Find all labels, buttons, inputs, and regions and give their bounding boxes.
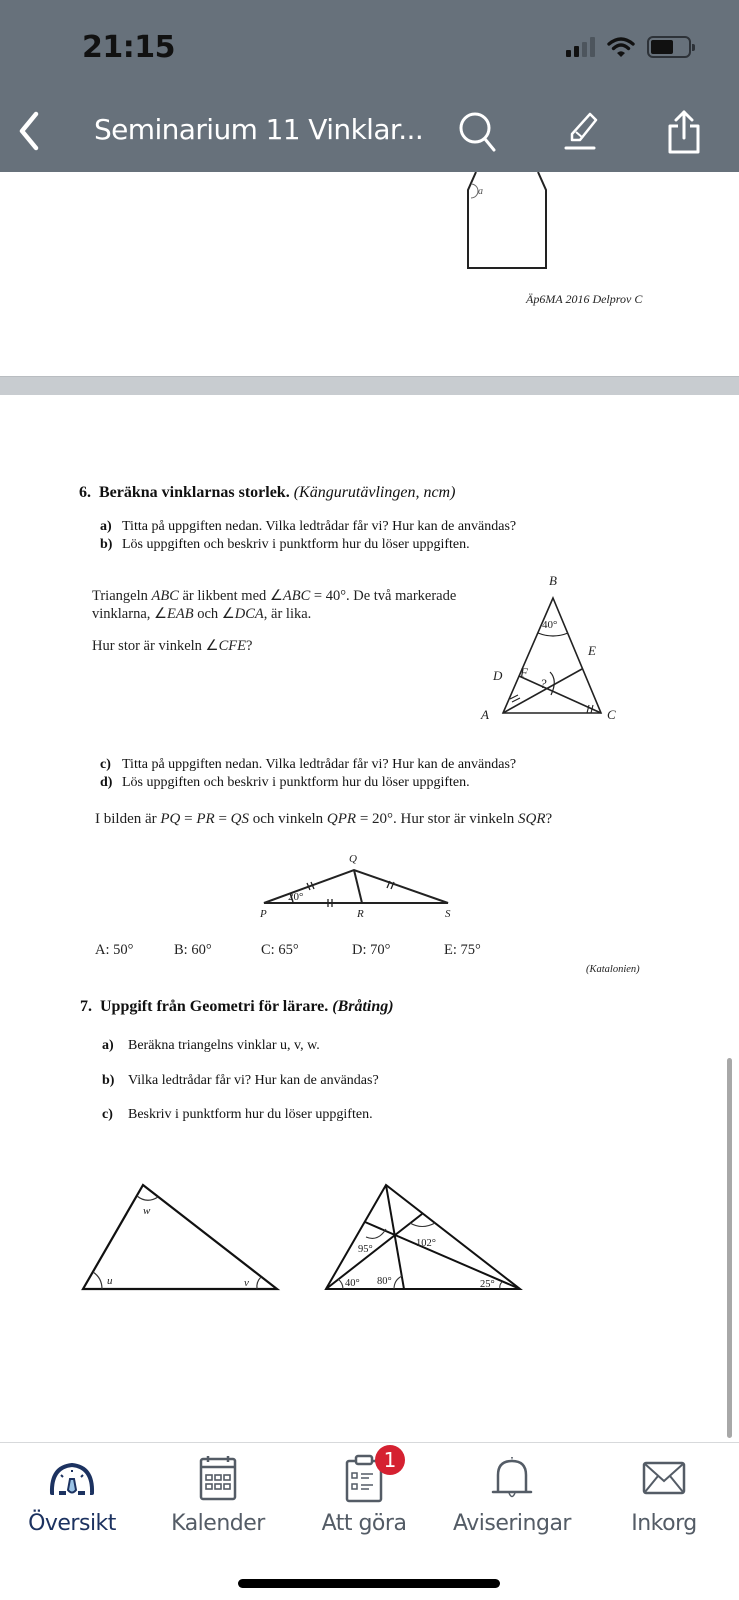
question-7-source: (Bråting): [332, 998, 394, 1015]
tab-label: Inkorg: [631, 1511, 697, 1536]
tab-label: Översikt: [28, 1511, 116, 1536]
vertex-label-b: B: [549, 573, 557, 588]
home-indicator[interactable]: [238, 1579, 500, 1588]
triangle-cevians-outline: [326, 1185, 520, 1289]
question-6a: a) Titta på uppgiften nedan. Vilka ledtrådar får vi? Hur kan de användas?: [100, 519, 517, 534]
triangle-uvw-figure: [75, 1172, 285, 1297]
answer-option-d: D: 70°: [352, 942, 391, 958]
angle-b-value: 40°: [542, 619, 558, 631]
vertex-label-f: F: [520, 665, 528, 680]
answer-option-e: E: 75°: [444, 942, 481, 958]
vertex-label-e: E: [588, 643, 596, 658]
share-icon[interactable]: [662, 108, 706, 156]
tab-label: Aviseringar: [453, 1511, 571, 1536]
angle-p-value: 20°: [288, 891, 304, 903]
angle-40-label: 40°: [345, 1278, 360, 1289]
notification-badge: 1: [375, 1445, 405, 1475]
status-icons: [566, 36, 691, 58]
tab-label: Kalender: [171, 1511, 265, 1536]
inbox-envelope-icon: [639, 1453, 689, 1503]
angle-102-arc: [410, 1223, 435, 1227]
answer-option-c: C: 65°: [261, 942, 299, 958]
bell-icon: [487, 1453, 537, 1503]
triangle-cevians-figure: [318, 1172, 528, 1297]
app-header: [0, 0, 739, 172]
angle-w-arc: [137, 1196, 158, 1200]
angle-80-label: 80°: [377, 1276, 392, 1287]
angle-95-label: 95°: [358, 1244, 373, 1255]
question-6-source: (Kängurutävlingen, ncm): [293, 484, 456, 501]
battery-icon: [647, 36, 691, 58]
question-7a: a) Beräkna triangelns vinklar u, v, w.: [102, 1038, 320, 1053]
angle-label-w: w: [143, 1205, 151, 1217]
triangle-uvw-outline: [83, 1185, 277, 1289]
problem-1-line-1: Triangeln ABC är likbent med ∠ABC = 40°. De två markerade: [92, 588, 457, 604]
back-chevron-icon[interactable]: [14, 110, 44, 152]
vertex-label-a: A: [481, 707, 489, 722]
question-6-number: 6.: [79, 484, 91, 501]
angle-dca-mark: [587, 705, 593, 713]
angle-80-arc: [394, 1276, 402, 1289]
tab-oversikt[interactable]: [2, 1453, 142, 1543]
angle-25-arc: [500, 1282, 502, 1289]
angle-b-arc: [538, 633, 568, 636]
angle-v-arc: [257, 1277, 261, 1289]
document-title: Seminarium 11 Vinklar...: [94, 113, 424, 146]
question-7-heading: [80, 998, 394, 1016]
highlighter-icon[interactable]: [560, 108, 604, 156]
question-6-title: Beräkna vinklarnas storlek.: [99, 484, 290, 501]
triangle-abc-figure: [480, 572, 630, 722]
search-icon[interactable]: [456, 108, 500, 156]
question-7-number: 7.: [80, 998, 92, 1015]
prev-page-source: Äp6MA 2016 Delprov C: [526, 292, 643, 306]
answer-option-a: A: 50°: [95, 942, 134, 958]
prev-page-figure: [462, 172, 562, 272]
unknown-angle-label: ?: [540, 676, 547, 691]
calendar-icon: [193, 1453, 243, 1503]
document-scrollbar[interactable]: [727, 1058, 732, 1438]
vertex-label-s: S: [445, 908, 451, 920]
problem-1-line-2: vinklarna, ∠EAB och ∠DCA, är lika.: [92, 606, 312, 622]
tab-inkorg[interactable]: [594, 1453, 734, 1543]
segment-qr: [354, 870, 362, 903]
vertex-label-r: R: [357, 908, 364, 920]
question-7-title: Uppgift från Geometri för lärare.: [100, 998, 329, 1015]
tab-att-gora[interactable]: [294, 1448, 434, 1543]
problem-2-source: (Katalonien): [586, 964, 640, 975]
vertex-label-p: P: [260, 908, 267, 920]
question-6b: b) Lös uppgiften och beskriv i punktform hur du löser uppgiften.: [100, 537, 470, 552]
angle-label-u: u: [107, 1275, 113, 1287]
angle-102-label: 102°: [416, 1238, 436, 1249]
triangle-pqs-figure: [250, 844, 460, 924]
problem-1-question: Hur stor är vinkeln ∠CFE?: [92, 638, 253, 654]
wifi-icon: [607, 36, 635, 58]
dashboard-icon: [47, 1453, 97, 1503]
vertex-label-q: Q: [349, 853, 357, 865]
tab-label: Att göra: [321, 1511, 407, 1536]
question-7c: c) Beskriv i punktform hur du löser uppgiften.: [102, 1107, 373, 1122]
angle-u-arc: [93, 1272, 102, 1289]
question-7b: b) Vilka ledtrådar får vi? Hur kan de användas?: [102, 1073, 379, 1088]
angle-40-arc: [338, 1279, 343, 1289]
vertex-label-d: D: [493, 668, 503, 683]
problem-2-text: I bilden är PQ = PR = QS och vinkeln QPR = 20°. Hur stor är vinkeln SQR?: [95, 811, 553, 827]
cellular-signal-icon: [566, 37, 595, 57]
page-separator: [0, 376, 739, 395]
angle-eab-mark: [510, 695, 520, 702]
tab-kalender[interactable]: [148, 1453, 288, 1543]
angle-25-label: 25°: [480, 1279, 495, 1290]
question-6-heading: [79, 484, 455, 502]
bottom-tab-bar: [0, 1442, 739, 1600]
question-6c: c) Titta på uppgiften nedan. Vilka ledtrådar får vi? Hur kan de användas?: [100, 757, 517, 772]
vertex-label-c: C: [607, 707, 616, 722]
angle-label-a: a: [478, 186, 483, 197]
angle-label-v: v: [244, 1277, 249, 1289]
question-6d: d) Lös uppgiften och beskriv i punktform hur du löser uppgiften.: [100, 775, 470, 790]
document-viewer[interactable]: [0, 172, 739, 1442]
status-time: 21:15: [82, 30, 175, 65]
answer-option-b: B: 60°: [174, 942, 212, 958]
tab-aviseringar[interactable]: [442, 1453, 582, 1543]
